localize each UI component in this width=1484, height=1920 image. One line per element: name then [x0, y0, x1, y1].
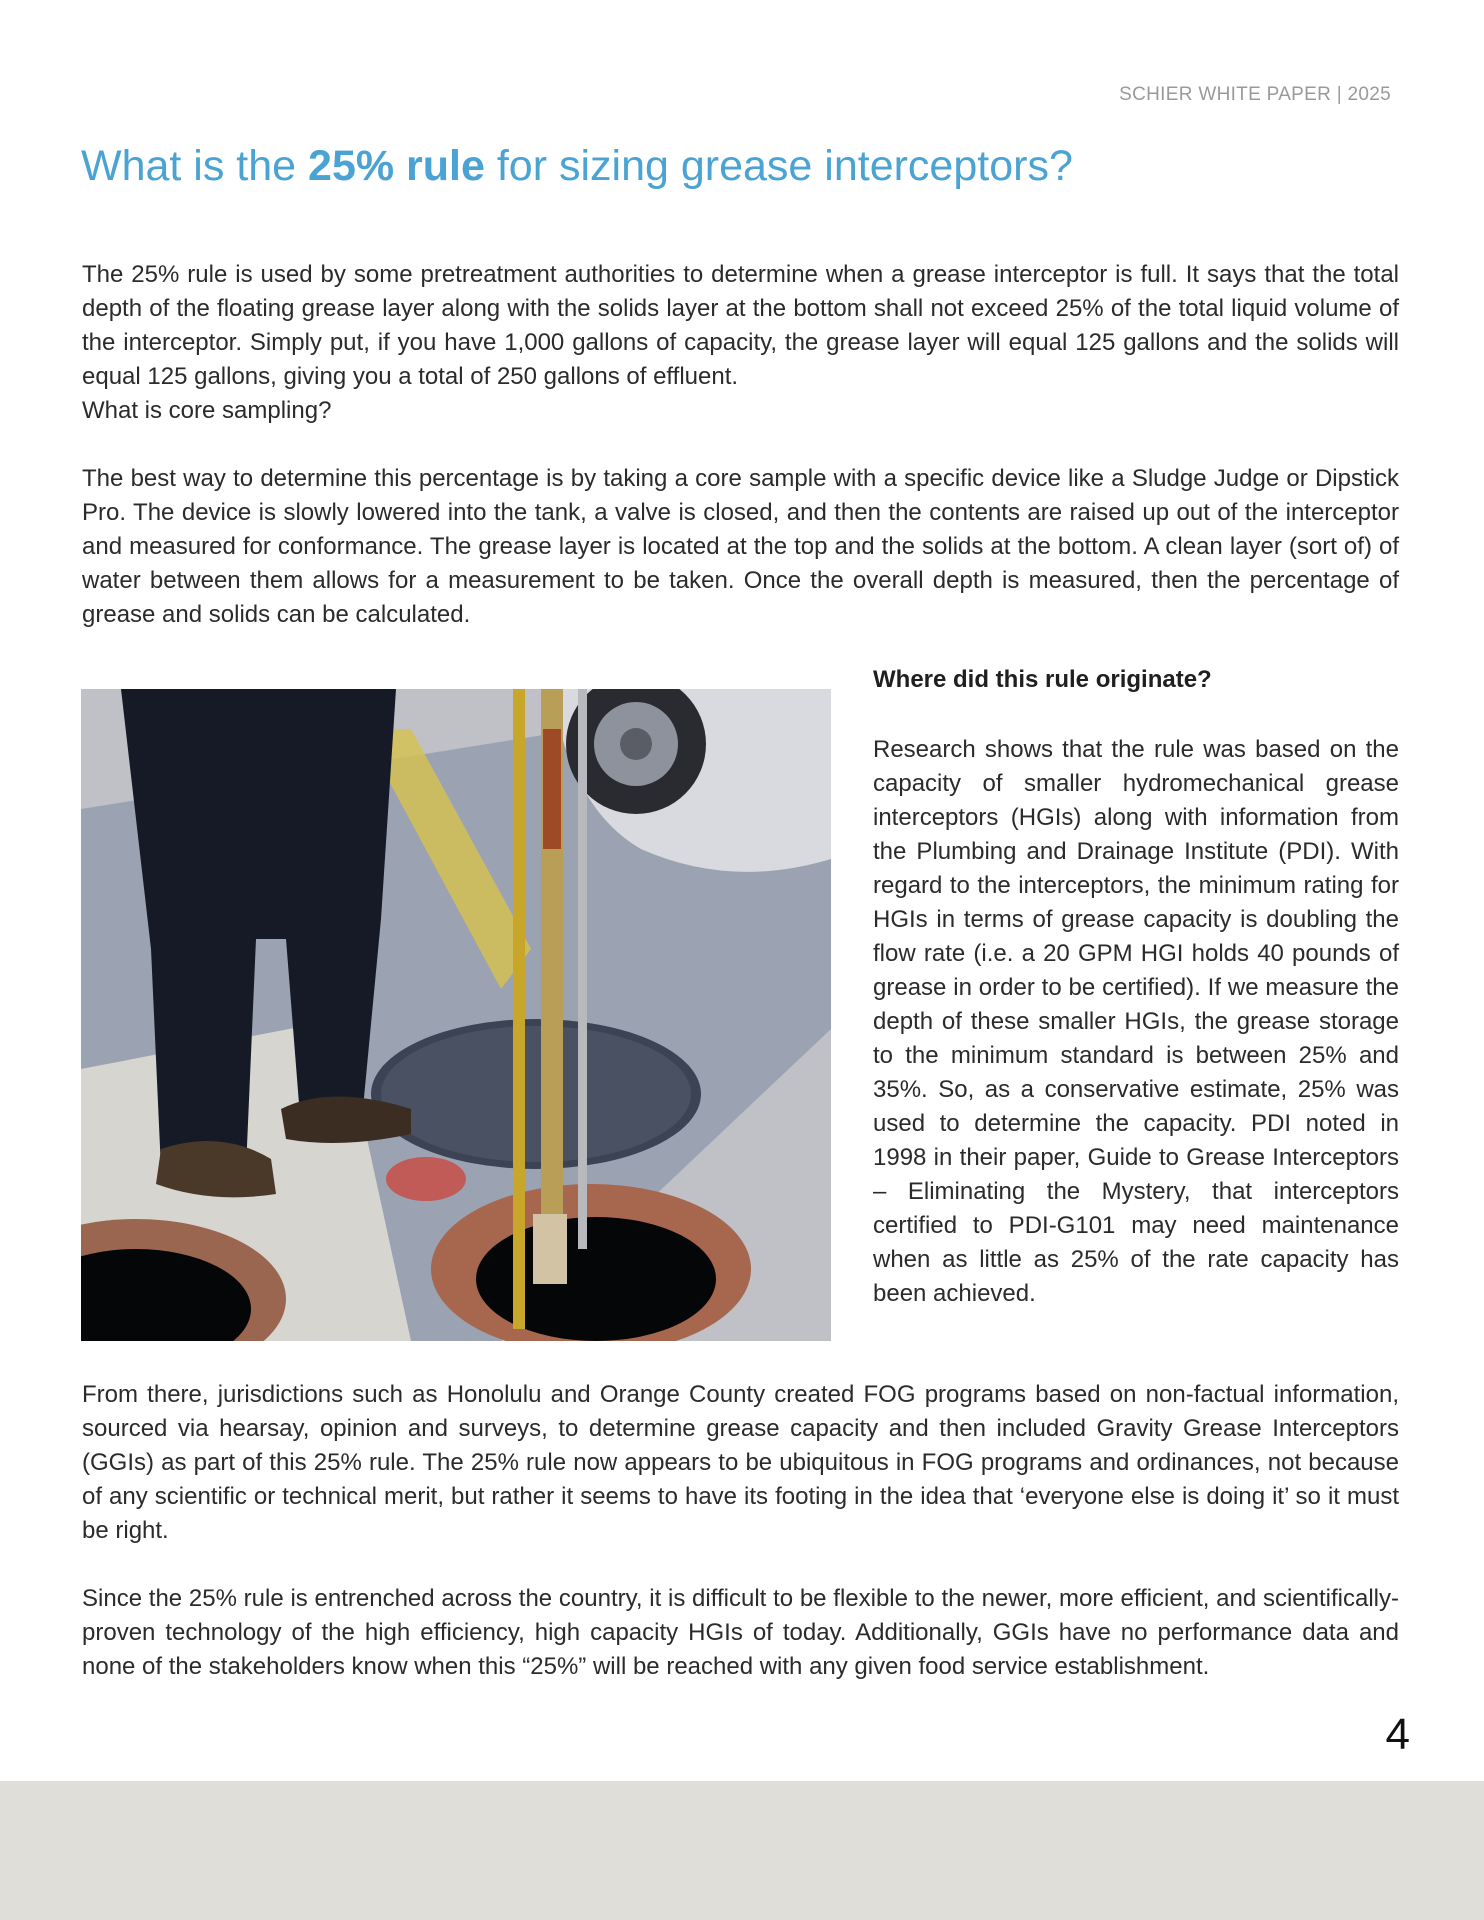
origin-heading: Where did this rule originate?: [873, 666, 1212, 693]
running-head: SCHIER WHITE PAPER | 2025: [1119, 84, 1391, 105]
title-suffix: for sizing grease interceptors?: [484, 142, 1073, 190]
photo-rag: [386, 1157, 466, 1201]
manhole-sampling-photo: [81, 689, 831, 1341]
title-prefix: What is the: [81, 142, 309, 190]
origin-paragraph: Research shows that the rule was based on the capacity of smaller hydromechanical grease interceptors (HGIs) along with information from the Plumbing and Drainage Institute (PDI). With regard to the interceptors, the minimum rating for HGIs in terms of grease capacity is doubling the flow rate (i.e. a 20 GPM HGI holds 40 pounds of grease in order to be certified). If we measure the depth of these smaller HGIs, the grease storage to the minimum standard is between 25% and 35%. So, as a conservative estimate, 25% was used to determine the capacity. PDI noted in 1998 in their paper, Guide to Grease Interceptors – Eliminating the Mystery, that interceptors certified to PDI-G101 may need maintenance when as little as 25% of the rate capacity has been achieved.: [873, 736, 1399, 1307]
footer-band: [0, 1781, 1484, 1920]
title-emphasis: 25% rule: [308, 142, 485, 190]
photo-measuring-tape: [513, 689, 525, 1329]
photo-sampler-pole: [578, 689, 587, 1249]
entrenched-paragraph: Since the 25% rule is entrenched across the country, it is difficult to be flexible to the newer, more efficient, and scientifically-proven technology of the high efficiency, high capacity HGIs of today. Additionally, GGIs have no performance data and none of the stakeholders know when this “25%” will be reached with any given food service establishment.: [82, 1585, 1399, 1680]
page-title: [81, 142, 1073, 191]
intro-paragraph: [82, 258, 1399, 428]
jurisdictions-paragraph: From there, jurisdictions such as Honolulu and Orange County created FOG programs based on non-factual information, sourced via hearsay, opinion and surveys, to determine grease capacity and then included Gravity Grease Interceptors (GGIs) as part of this 25% rule. The 25% rule now appears to be ubiquitous in FOG programs and ordinances, not because of any scientific or technical merit, but rather it seems to have its footing in the idea that ‘everyone else is doing it’ so it must be right.: [82, 1381, 1399, 1544]
core-sampling-question: What is core sampling?: [82, 397, 332, 424]
core-sampling-paragraph: The best way to determine this percentage is by taking a core sample with a specific device like a Sludge Judge or Dipstick Pro. The device is slowly lowered into the tank, a valve is closed, and then the contents are raised up out of the interceptor and measured for conformance. The grease layer is located at the top and the solids at the bottom. A clean layer (sort of) of water between them allows for a measurement to be taken. Once the overall depth is measured, then the percentage of grease and solids can be calculated.: [82, 465, 1399, 628]
page-number: 4: [1385, 1710, 1410, 1759]
intro-paragraph-text: The 25% rule is used by some pretreatment authorities to determine when a grease interceptor is full. It says that the total depth of the floating grease layer along with the solids layer at the bottom shall not exceed 25% of the total liquid volume of the interceptor. Simply put, if you have 1,000 gallons of capacity, the grease layer will equal 125 gallons and the solids will equal 125 gallons, giving you a total of 250 gallons of effluent.: [82, 261, 1399, 390]
